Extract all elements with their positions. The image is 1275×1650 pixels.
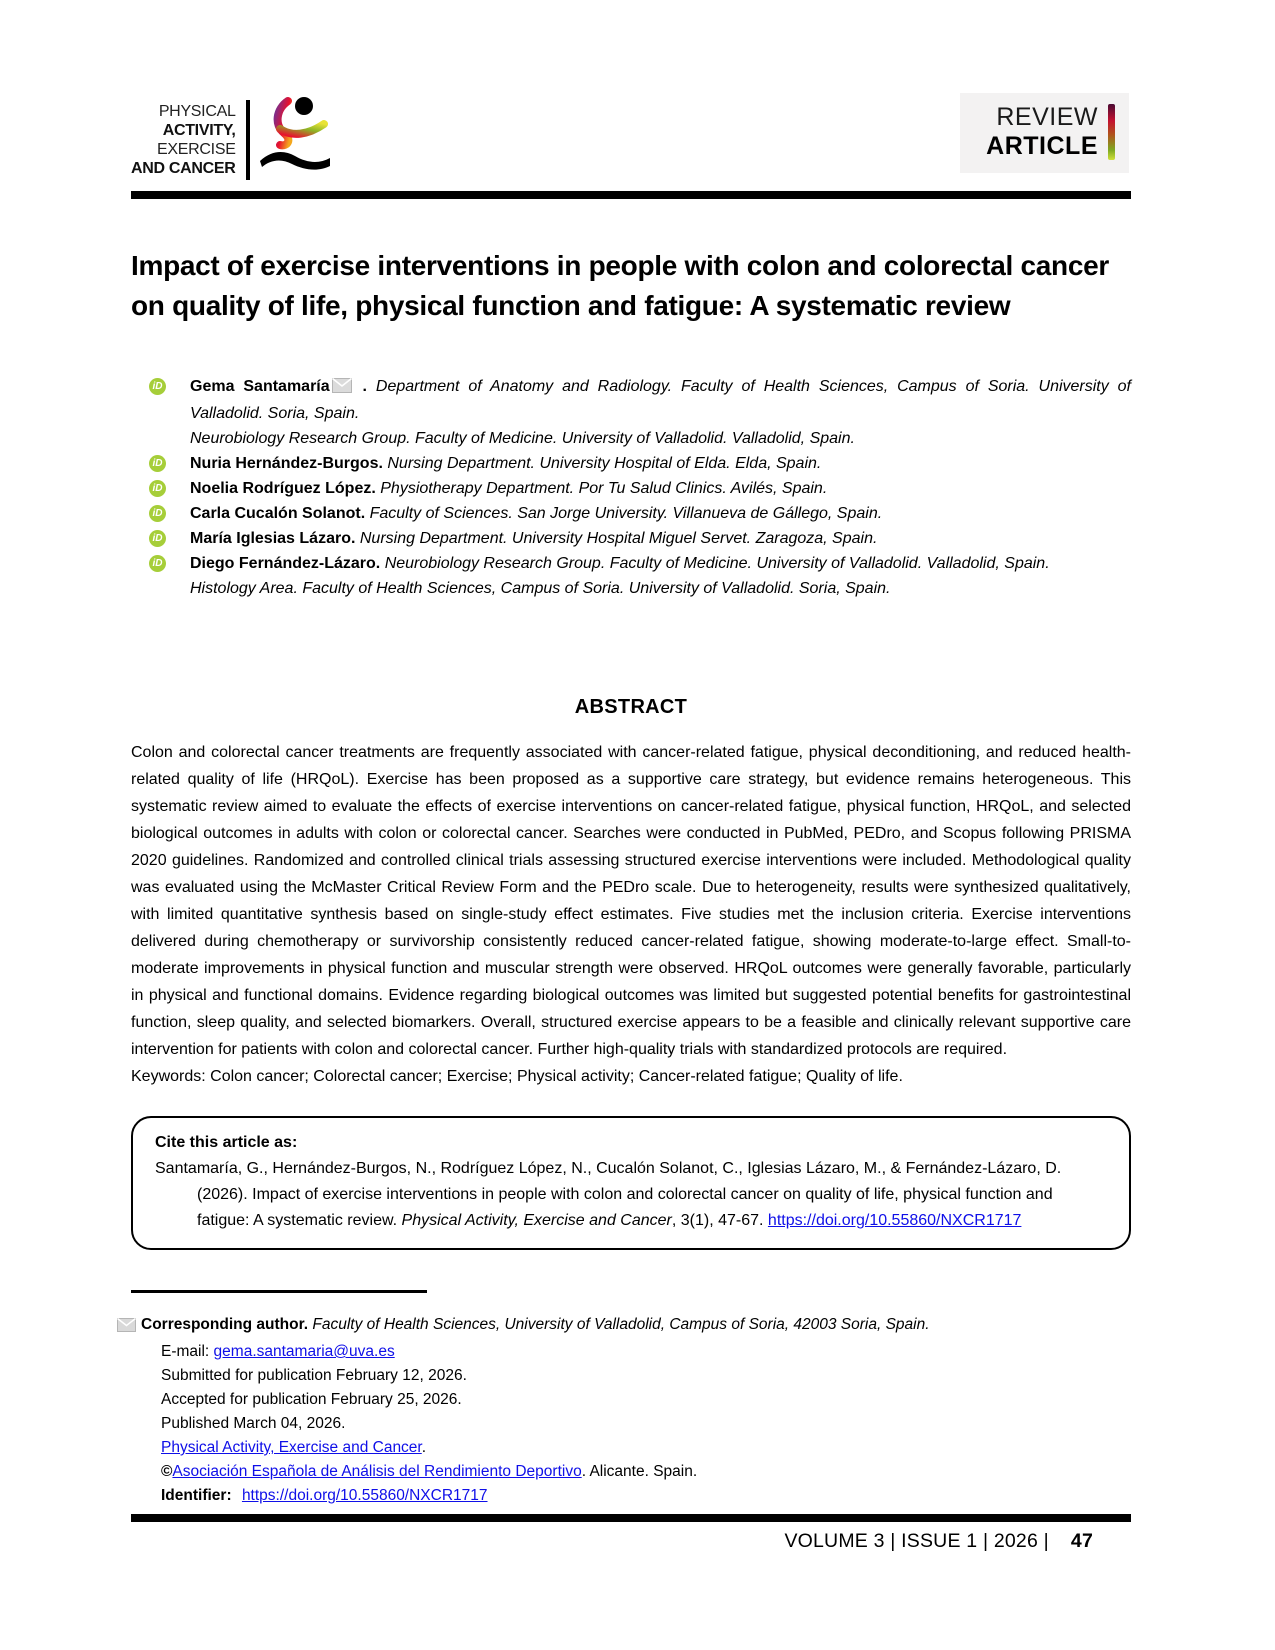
citation-journal-name: Physical Activity, Exercise and Cancer: [401, 1212, 672, 1229]
identifier-label: Identifier:: [161, 1487, 232, 1504]
article-page: [131, 0, 1131, 1553]
author-affiliation-2: Histology Area. Faculty of Health Sciences, Campus of Soria. University of Valladolid. Soria, Spain.: [190, 580, 891, 597]
email-icon: [332, 376, 352, 401]
publisher-link[interactable]: Asociación Española de Análisis del Rendimiento Deportivo: [172, 1463, 582, 1480]
copyright-symbol: ©: [161, 1463, 173, 1480]
citation-text: [155, 1156, 1107, 1234]
publisher-line: [161, 1460, 1131, 1484]
volume-issue-text: VOLUME 3 | ISSUE 1 | 2026 |: [784, 1530, 1049, 1552]
author-list: [131, 374, 1131, 601]
author-name: Diego Fernández-Lázaro.: [190, 555, 381, 572]
author-entry: [131, 501, 1131, 526]
author-text: [190, 501, 1131, 526]
keywords-line: Keywords: Colon cancer; Colorectal cancer; Exercise; Physical activity; Cancer-related fatigue; Quality of life.: [131, 1068, 903, 1085]
orcid-icon[interactable]: iD: [149, 480, 166, 497]
citation-main: Santamaría, G., Hernández-Burgos, N., Rodríguez López, N., Cucalón Solanot, C., Iglesias Lázaro, M., & Fernández-Lázaro, D. (2026). Impact of exercise interventions in people with colon and colorectal cancer on quality of life, physical function and fatigue: A systematic review.: [155, 1160, 1062, 1229]
masthead: [131, 0, 1131, 185]
orcid-icon[interactable]: iD: [149, 505, 166, 522]
author-entry: [131, 374, 1131, 451]
author-affiliation: Neurobiology Research Group. Faculty of Medicine. University of Valladolid. Valladolid, Spain.: [384, 555, 1050, 572]
author-affiliation: Faculty of Sciences. San Jorge University. Villanueva de Gállego, Spain.: [369, 505, 883, 522]
submitted-line: Submitted for publication February 12, 2026.: [161, 1367, 467, 1384]
accepted-line: Accepted for publication February 25, 2026.: [161, 1391, 462, 1408]
author-name: Noelia Rodríguez López.: [190, 480, 376, 497]
journal-logo: [131, 93, 332, 186]
header-rule: [131, 191, 1131, 199]
cite-box-heading: Cite this article as:: [155, 1134, 298, 1151]
badge-text: [986, 103, 1098, 161]
badge-line-article: ARTICLE: [986, 132, 1098, 160]
journal-period: .: [421, 1439, 427, 1456]
author-affiliation: Physiotherapy Department. Por Tu Salud Clinics. Avilés, Spain.: [380, 480, 828, 497]
abstract-body: Colon and colorectal cancer treatments are frequently associated with cancer-related fatigue, physical deconditioning, and reduced health-related quality of life (HRQoL). Exercise has been proposed as a supportive care strategy, but evidence remains heterogeneous. This systematic review aimed to evaluate the effects of exercise interventions on cancer-related fatigue, physical function, HRQoL, and selected biological outcomes in adults with colon or colorectal cancer. Searches were conducted in PubMed, PEDro, and Scopus following PRISMA 2020 guidelines. Randomized and controlled clinical trials assessing structured exercise interventions were included. Methodological quality was evaluated using the McMaster Critical Review Form and the PEDro scale. Due to heterogeneity, results were synthesized qualitatively, with limited quantitative synthesis based on single-study effect estimates. Five studies met the inclusion criteria. Exercise interventions delivered during chemotherapy or survivorship consistently reduced cancer-related fatigue, showing moderate-to-large effect. Small-to-moderate improvements in physical function and muscular strength were observed. HRQoL outcomes were generally favorable, particularly in physical and functional domains. Evidence regarding biological outcomes was limited but suggested potential benefits for gastrointestinal function, sleep quality, and selected biomarkers. Overall, structured exercise appears to be a feasible and clinically relevant supportive care intervention for patients with colon and colorectal cancer. Further high-quality trials with standardized protocols are required.: [131, 744, 1131, 1058]
logo-wordmark: [131, 102, 236, 178]
logo-line-2: ACTIVITY,: [162, 121, 236, 139]
corresponding-affiliation: Faculty of Health Sciences, University of Valladolid, Campus of Soria, 42003 Soria, Spain.: [312, 1316, 930, 1333]
author-affiliation-2: Neurobiology Research Group. Faculty of Medicine. University of Valladolid. Valladolid, Spain.: [190, 430, 855, 447]
abstract-heading: ABSTRACT: [574, 696, 688, 718]
author-entry: [131, 476, 1131, 501]
logo-divider: [246, 100, 250, 180]
cite-box: [131, 1116, 1131, 1250]
email-link[interactable]: gema.santamaria@uva.es: [213, 1343, 395, 1360]
footer-line: [131, 1530, 1131, 1553]
author-text: [190, 374, 1131, 451]
orcid-icon[interactable]: iD: [149, 455, 166, 472]
author-text: [190, 551, 1131, 601]
logo-line-1: PHYSICAL: [158, 102, 236, 120]
publisher-tail: . Alicante. Spain.: [581, 1463, 698, 1480]
journal-link[interactable]: Physical Activity, Exercise and Cancer: [161, 1439, 422, 1456]
article-title: Impact of exercise interventions in people with colon and colorectal cancer on quality of life, physical function and fatigue: A systematic review: [131, 250, 1109, 321]
published-line: Published March 04, 2026.: [161, 1415, 346, 1432]
badge-line-review: REVIEW: [996, 103, 1098, 131]
identifier-doi-link[interactable]: https://doi.org/10.55860/NXCR1717: [241, 1487, 488, 1504]
citation-doi-link[interactable]: https://doi.org/10.55860/NXCR1717: [767, 1212, 1022, 1229]
author-text: [190, 476, 1131, 501]
email-label: E-mail:: [161, 1343, 214, 1360]
email-line: [161, 1340, 1131, 1364]
runner-ribbon-icon: [258, 93, 332, 186]
author-affiliation: Department of Anatomy and Radiology. Faculty of Health Sciences, Campus of Soria. University of Valladolid. Soria, Spain.: [190, 378, 1131, 422]
author-text: [190, 526, 1131, 551]
footer-rule: [131, 1514, 1131, 1522]
mail-icon: [117, 1316, 136, 1340]
footnotes: [131, 1313, 1131, 1508]
author-text: [190, 451, 1131, 476]
corresponding-label: Corresponding author.: [141, 1316, 313, 1333]
author-name: Nuria Hernández-Burgos.: [190, 455, 383, 472]
journal-line: [161, 1436, 1131, 1460]
badge-accent-bar: [1108, 104, 1115, 160]
author-name: Carla Cucalón Solanot.: [190, 505, 366, 522]
author-name: María Iglesias Lázaro.: [190, 530, 356, 547]
author-entry: [131, 451, 1131, 476]
orcid-icon[interactable]: iD: [149, 530, 166, 547]
footnote-separator: [131, 1290, 427, 1293]
orcid-icon[interactable]: iD: [149, 555, 166, 572]
author-entry: [131, 551, 1131, 601]
author-separator: .: [353, 378, 376, 395]
page-number: 47: [1070, 1530, 1093, 1552]
author-name: Gema Santamaría: [190, 378, 330, 395]
citation-tail: , 3(1), 47-67.: [671, 1212, 768, 1229]
author-entry: [131, 526, 1131, 551]
identifier-line: [161, 1484, 1131, 1508]
badge-review-article: [960, 93, 1129, 173]
logo-line-4: AND CANCER: [131, 159, 236, 177]
orcid-icon[interactable]: iD: [149, 378, 166, 395]
author-affiliation: Nursing Department. University Hospital of Elda. Elda, Spain.: [387, 455, 822, 472]
corresponding-author-line: [131, 1313, 1131, 1340]
author-affiliation: Nursing Department. University Hospital Miguel Servet. Zaragoza, Spain.: [359, 530, 878, 547]
logo-line-3: EXERCISE: [157, 140, 236, 158]
